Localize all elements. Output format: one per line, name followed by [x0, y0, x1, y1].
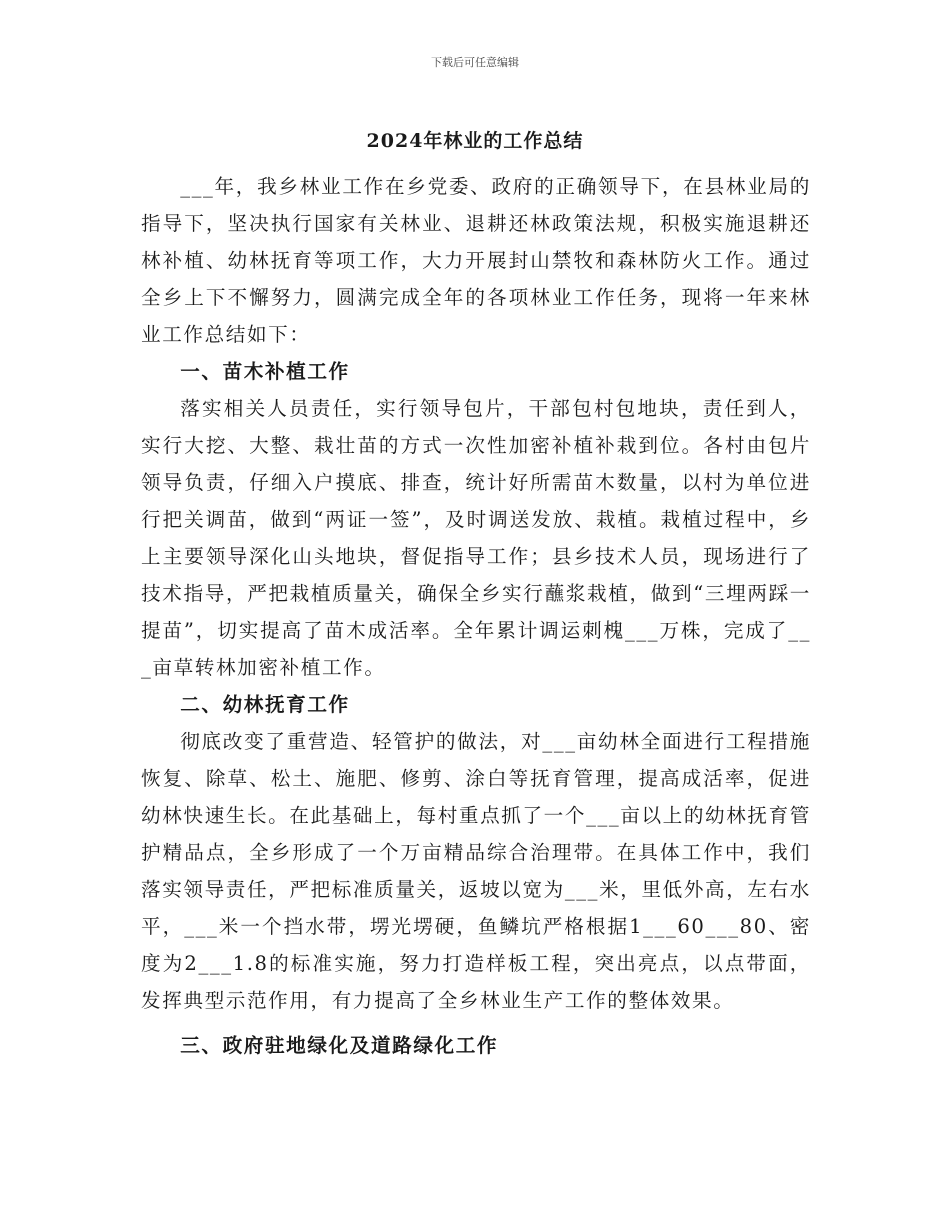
section-body-young-forest: 彻底改变了重营造、轻管护的做法，对___亩幼林全面进行工程措施恢复、除草、松土、施肥、修剪、涂白等抚育管理，提高成活率，促进幼林快速生长。在此基础上，每村重点抓了一个___亩以上的幼林抚育管护精品点，全乡形成了一个万亩精品综合治理带。在具体工作中，我们落实领导责任，严把标准质量关，返坡以宽为___米，里低外高，左右水平，___米一个挡水带，塄光塄硬，鱼鳞坑严格根据1___60___80、密度为2___1.8的标准实施，努力打造样板工程，突出亮点，以点带面，发挥典型示范作用，有力提高了全乡林业生产工作的整体效果。	[141, 730, 812, 1012]
document-body	[141, 168, 811, 1064]
section-heading-greening: 三、政府驻地绿化及道路绿化工作	[180, 1034, 499, 1057]
intro-paragraph: ___年，我乡林业工作在乡党委、政府的正确领导下，在县林业局的指导下，坚决执行国家有关林业、退耕还林政策法规，积极实施退耕还林补植、幼林抚育等项工作，大力开展封山禁牧和森林防火工作。通过全乡上下不懈努力，圆满完成全年的各项林业工作任务，现将一年来林业工作总结如下：	[141, 175, 811, 346]
page-header-note: 下载后可任意编辑	[431, 56, 519, 69]
document-title: 2024年林业的工作总结	[366, 130, 584, 152]
section-heading-young-forest: 二、幼林抚育工作	[180, 693, 350, 716]
section-body-seedling: 落实相关人员责任，实行领导包片，干部包村包地块，责任到人，实行大挖、大整、栽壮苗的方式一次性加密补植补栽到位。各村由包片领导负责，仔细入户摸底、排查，统计好所需苗木数量，以村为单位进行把关调苗，做到“两证一签”，及时调送发放、栽植。栽植过程中，乡上主要领导深化山头地块，督促指导工作；县乡技术人员，现场进行了技术指导，严把栽植质量关，确保全乡实行蘸浆栽植，做到“三埋两踩一提苗”，切实提高了苗木成活率。全年累计调运刺槐___万株，完成了___亩草转林加密补植工作。	[141, 397, 811, 679]
section-heading-seedling: 一、苗木补植工作	[180, 360, 350, 383]
